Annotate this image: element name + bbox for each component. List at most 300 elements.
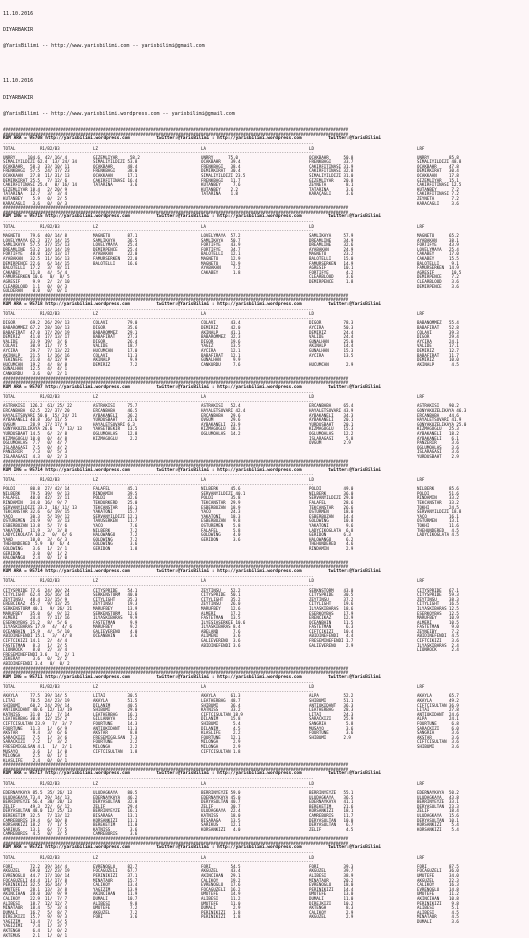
table-cell: YAKATONI 11.9 3/ 3/ 8	[3, 527, 68, 533]
table-cell: GUNALHAN 25.0	[309, 338, 354, 344]
table-cell: ASTRAKISI 75.7	[93, 403, 138, 409]
table-cell: DIGOR 29.4	[417, 334, 459, 340]
race-block	[3, 469, 526, 561]
table-cell: CIFTCIKIZI 3.6	[417, 638, 459, 644]
table-cell: CIFTCISULTAN 18.9	[201, 711, 243, 717]
table-cell: ALMERI 24.4 7/ 11/ 16	[3, 615, 70, 621]
table-cell: ILYESIASERKEE 10.6	[201, 619, 246, 625]
table-cell: POLDI 35.8	[201, 495, 241, 501]
table-cell: SHIBUMI 51.1	[309, 697, 354, 703]
table-cell: FAMURSERKEN 10.6 0/ 8/ 5	[3, 274, 70, 280]
table-cell: ESBERBOZAN 14.4	[309, 513, 354, 519]
table-cell: EVRENOGLU 18.0	[309, 882, 354, 888]
table-cell: LOVELYMAYA 25.4	[417, 246, 459, 252]
table-cell: ULUDAGKAYA 36.5	[309, 794, 354, 800]
table-cell: DILANIM 15.8	[201, 716, 241, 722]
table-cell: ULUDAGKAYA 80.5	[93, 790, 138, 796]
table-cell: TOTAL R1/B2/B3	[3, 477, 60, 483]
separator-line: ##########################################################################################################################################	[3, 205, 349, 211]
table-cell: SERVANYILDIZI 40.1	[201, 490, 246, 496]
dash-line: ------------------------------------------------------------------------------------------------------------------------------	[3, 306, 314, 312]
table-cell: CANKURDU 3.6 0/ 2/ 1	[3, 371, 68, 377]
table-cell: UMUTEFE 14.9	[201, 891, 241, 897]
table-cell: ILYASKIBARAS 9.9	[93, 615, 138, 621]
header-city-2: DIYARBAKIR	[3, 94, 34, 101]
table-cell: ASTRAKISI 52.4	[201, 403, 241, 409]
table-cell: OCEANBAIN 3.6	[93, 633, 138, 639]
race-blocks	[0, 128, 529, 938]
table-cell: AKAYLA 51.5	[93, 697, 138, 703]
table-cell: LZ	[93, 477, 98, 483]
table-cell: FASTETMAN 6.3	[309, 624, 354, 630]
table-cell: ILYASKIBARAS 8.4	[201, 624, 241, 630]
separator-line: ##########################################################################################################################################	[3, 564, 349, 570]
table-cell: ZELIF 29.4	[93, 803, 138, 809]
table-cell: BALOTELLI 9.1	[417, 260, 459, 266]
table-cell: LA	[201, 854, 206, 860]
table-cell: SAMLIKAYA 57.9	[309, 233, 354, 238]
table-cell: ZEYNEIBY 7.2	[417, 628, 459, 634]
table-cell: NILBERK 7.2	[93, 527, 138, 533]
table-cell: BABAFIRAT 12.1	[201, 352, 241, 358]
race-title: KUM ARA = 95721 http://yarisbilimi.wordpress.com twitter:@YarisBilimi : http://yarisbilimi.wordpress.com twitter:@YarisBilimi	[3, 845, 382, 851]
table-cell: MAGNETO 87.1	[93, 233, 138, 238]
table-cell: CAMREBORIS 11.7	[309, 813, 354, 819]
table-cell: PANZERIR 7.3 0/ 5/ 3	[3, 449, 68, 455]
table-cell: AKTEMUS 2.1 1/ 0/ 1	[3, 932, 68, 938]
table-cell: ISLARAGASI 3.6	[417, 449, 459, 455]
table-cell: DIGOR 19.6	[201, 338, 241, 344]
table-cell: CAKABEY 15.5	[417, 255, 459, 261]
table-cell: GIZEMLIYAR 18.4 2/ 20/ 9	[3, 186, 68, 192]
table-cell: DIGOR 69.2 26/ 29/ 13	[3, 320, 70, 326]
table-cell: AYABAKAN 24.9	[309, 246, 354, 252]
table-cell: AKSTAR 3.6	[417, 734, 459, 740]
table-cell: RINDAMIN 34.0 16/ 9/ 7	[3, 500, 68, 506]
table-cell: MUSAYO 3.6	[309, 725, 354, 731]
table-cell: DEMIRIZ 42.0	[201, 325, 241, 331]
table-cell: POLDI 32.6	[93, 495, 138, 501]
table-cell: ULUDAGKAYA 73.4 29/ 14/ 13	[3, 794, 70, 800]
dash-line: ------------------------------------------------------------------------------------------------------------------------------	[3, 472, 314, 478]
table-cell: LIONROCK 8.0 2/ 3/ 4	[3, 647, 68, 653]
table-cell: SERKENSTORM 40.1 9/ 26/ 21	[3, 605, 73, 611]
table-cell: HALOWANGO 6.2	[309, 536, 354, 542]
table-cell: LEATHERBAG 48.7	[201, 697, 241, 703]
table-cell: DIGOR 26.4	[93, 338, 138, 344]
table-cell: ZEYTINSU 48.4 23/ 15/ 9	[3, 596, 68, 602]
table-cell: BABAROMMEZ 32.3	[201, 334, 241, 340]
table-cell: AKINALP 41.1	[201, 329, 241, 335]
table-cell: DERYASULTAN 40.7	[201, 799, 241, 805]
table-cell: OCAKKAAN 17.1	[93, 173, 138, 179]
table-cell: UMUTEFE 11.0	[201, 900, 241, 906]
table-cell: CITYLIGHT 35.2	[201, 596, 241, 602]
table-cell: FORTIFYE 43.9	[417, 242, 459, 248]
table-cell: TOTAL R1/B2/B3	[3, 311, 60, 317]
table-cell: DERYASULTAN 10.1	[417, 817, 459, 823]
table-cell: YURDUSBAHT 14.5 6/ 2/ 8	[3, 430, 68, 436]
dash-line: ------------------------------------------------------------------------------------------------------------------------------	[3, 228, 314, 234]
table-cell: YAKATONI 9.6	[309, 523, 354, 529]
table-cell: FOURTUNE 6.8	[417, 720, 459, 726]
table-cell: HAYALETSUVARI 50.0 15/ 24/ 21	[3, 412, 77, 418]
table-cell: CAMREBORIS 4.5 0/ 3/ 5	[3, 831, 68, 837]
table-cell: CITYSPRIDE 67.1	[417, 587, 459, 593]
table-cell: LA	[201, 684, 206, 690]
table-cell: BABAFIRAT 47.0 17/ 20/ 19	[3, 329, 70, 335]
table-cell: TAVUSERKEN 11.7	[93, 518, 138, 524]
table-cell: ERCANBABA 29.6	[201, 412, 241, 418]
table-cell: FRESEMIGGLSAN 7.3	[93, 734, 138, 740]
table-cell: KATNISS 3.6	[93, 826, 138, 832]
table-cell: GALIEVERENO 3.6	[201, 638, 241, 644]
separator-line: ##########################################################################################################################################	[3, 297, 349, 303]
table-cell: OCEANBAIN 11.5	[309, 619, 354, 625]
race-title: KUM ARA = 95707 http://yarisbilimi.wordpress.com twitter:@YarisBilimi : http://yarisbilimi.wordpress.com twitter:@YarisBilimi	[3, 384, 382, 390]
table-cell: SAMLIKAYA 36.5	[93, 237, 138, 243]
table-cell: MINATAUR 15.7	[93, 877, 138, 883]
table-cell	[417, 556, 526, 561]
table-cell: DEMIRIZ 41.0 17/ 13/ 17	[3, 334, 70, 340]
separator-line: ##########################################################################################################################################	[3, 670, 349, 676]
table-row	[3, 934, 526, 938]
table-cell: LRF	[417, 311, 425, 317]
race-block	[3, 846, 526, 938]
table-cell: VALIDE 18.7	[93, 343, 138, 349]
table-cell: LITAI 30.5	[93, 693, 138, 699]
table-cell: LD	[309, 311, 314, 317]
table-cell: AKINCIHAN 11.9	[93, 891, 138, 897]
table-cell: BISARAGA 13.5	[201, 817, 241, 823]
table-cell: RINDAMIN 2.9	[309, 545, 354, 551]
table-cell: TATARINA 12.7 3/ 3/ 4	[3, 191, 68, 197]
table-cell: HUCUMCAN 19.2 4/ 8/ 8	[3, 361, 68, 367]
table-cell: SHIBUMI 5.4	[201, 720, 241, 726]
table-cell: LRF	[417, 145, 425, 151]
table-cell: ZEYNETA 8.1	[309, 182, 354, 188]
table-cell: FORTIFYE 34.7	[201, 246, 241, 252]
table-cell: UMUTEFE 7.2	[93, 905, 138, 911]
table-cell: BABAFIRAT 52.8	[417, 325, 459, 331]
table-cell: TATARINA 1.8	[201, 191, 238, 197]
table-cell: ABIDINEFENDI 15.1 3/ 4/ 8	[3, 633, 73, 639]
dash-line: ------------------------------------------------------------------------------------------------------------------------------	[3, 582, 314, 588]
table-cell: DEMIRIZ 24.4	[309, 329, 354, 335]
table-cell: DEMIRKIRAT 30.4	[417, 168, 459, 174]
table-cell: KARACAGLI 3.6	[417, 200, 459, 206]
table-cell: YAGIZIM 13.4 7/ 5/ 5	[3, 918, 68, 924]
table-cell: CAKIRFITINASI 7.2	[417, 191, 459, 197]
table-cell: ANTIOKIDANT 36.3	[309, 702, 354, 708]
table-cell: COLAVI 79.0	[93, 320, 138, 326]
race-title: KUM ARA = 95717 http://yarisbilimi.wordpress.com twitter:@YarisBilimi : http://yarisbilimi.wordpress.com twitter:@YarisBilimi	[3, 771, 382, 777]
table-cell: CIFTCISULTAN 1.8	[93, 748, 138, 754]
table-cell: BALOTELLI 15.0	[309, 255, 354, 261]
table-cell: OGLUMOALAS 12.8	[93, 430, 138, 436]
table-cell: UMUTEFE 11.2	[417, 891, 459, 897]
separator-line: ##########################################################################################################################################	[3, 762, 349, 768]
table-cell: ERCANBABA 62.5 22/ 37/ 20	[3, 407, 70, 413]
table-cell: LRF	[417, 223, 425, 229]
table-cell: TEKCANSTAR 29.9	[201, 500, 241, 506]
table-cell: CAKABEY 11.8 4/ 5/ 4	[3, 269, 68, 275]
table-cell: GOLDWING 3.6	[93, 541, 138, 547]
table-cell: AKGUZEL 22.3	[417, 877, 459, 883]
table-cell: AYCIRA 24.1	[417, 338, 459, 344]
table-cell: FASTETMAN 9.9	[93, 619, 138, 625]
table-cell: BALOTELLI 12.1	[201, 251, 241, 257]
table-cell: YAGIZIM 13.9	[93, 886, 138, 892]
table-cell: KUTANBEY 5.9 0/ 2/ 5	[3, 196, 68, 202]
table-cell: FRENKBAGI 33.7	[309, 159, 354, 165]
table-cell: AKTENGH 8.3	[309, 905, 354, 911]
table-cell: ZEYTINSU 37.2	[309, 596, 354, 602]
race-block	[3, 676, 526, 763]
race-block	[3, 772, 526, 837]
table-cell: FALAFEL 45.1	[93, 486, 138, 492]
table-cell: OCAKBAHR 58.3 33/ 10/ 11	[3, 163, 70, 169]
table-cell: SARIKUS 13.1 6/ 7/ 5	[3, 826, 68, 832]
table-cell: YAGIZ 13.5	[201, 343, 241, 349]
table-cell: LZ	[93, 145, 98, 151]
table-cell: LRF	[417, 684, 425, 690]
dash-line: ------------------------------------------------------------------------------------------------------------------------------	[3, 389, 314, 395]
table-cell: TATARINA 3.6	[93, 182, 138, 188]
race-block	[3, 303, 526, 377]
table-cell: CITYSPRIDE 50.1	[201, 592, 241, 598]
table-cell: DEMIRKIRAT 25.5 7/ 12/ 6	[3, 177, 68, 183]
separator-line: ##########################################################################################################################################	[3, 766, 349, 772]
table-cell: SERVANYILDIZI 33.2 16/ 11/ 13	[3, 504, 77, 510]
table-cell: SHIBUMI 3.6	[417, 743, 459, 749]
table-cell: CAMREBORIS 19.4 6/ 10/ 8	[3, 817, 68, 823]
table-cell: LA	[201, 477, 206, 483]
table-cell: TEKDURKERD 25.0	[93, 500, 138, 506]
table-cell	[417, 662, 526, 667]
table-cell: GOLDWING 10.8	[309, 518, 354, 524]
table-cell: TOKHI 11.6	[417, 523, 459, 529]
table-cell: KARACAGLI 3.6 0/ 0/ 3	[3, 200, 68, 206]
race-block	[3, 386, 526, 460]
table-cell: FOURTUNE 11.3 1/ 6/ 9	[3, 725, 68, 731]
table-cell: BEREKETIM 32.5 7/ 13/ 12	[3, 813, 70, 819]
table-cell: SIMALIYILDIZI 48.8	[417, 159, 462, 165]
table-cell: FAMURSERKEN 14.9	[417, 265, 459, 271]
table-cell: DEMIRIZ 7.2	[93, 361, 138, 367]
table-cell: OCAKBAHR 39.4	[201, 159, 241, 165]
table-cell: ESERKOYBAS 17.9	[309, 610, 354, 616]
table-cell: LD	[309, 145, 314, 151]
table-cell: LA	[201, 578, 206, 584]
table-cell: KIZMAGOGLU 18.3	[201, 426, 241, 432]
table-cell: KIZMAGOGLU 15.3	[309, 426, 354, 432]
table-cell: FORTIFYE 4.2	[309, 269, 354, 275]
table-cell: KORSANKIZI 11.1	[93, 817, 138, 823]
table-cell: MILONGA 2.9	[201, 743, 241, 749]
race-title: KUM ING = 95715 http://yarisbilimi.wordpress.com twitter:@YarisBilimi : http://yarisbilimi.wordpress.com twitter:@YarisBilimi	[3, 214, 382, 220]
table-cell: TOTAL R1/B2/B3	[3, 223, 60, 229]
table-cell: TOTAL R1/B2/B3	[3, 578, 60, 584]
table-cell: PANZERIR 3.6	[417, 440, 459, 446]
table-cell: FOURTUNE 12.1	[201, 734, 241, 740]
table-cell: SARACKIZI 7.5 1/ 3/ 6	[3, 734, 68, 740]
table-cell: MUSAYO 3.6 1/ 1/ 0	[3, 748, 68, 754]
table-cell: LD	[309, 223, 314, 229]
table-cell: AKAYLA 61.3	[201, 693, 241, 699]
table-cell: OSTUREMEN 24.9 9/ 3/ 13	[3, 518, 70, 524]
header-date: 11.10.2016	[3, 10, 34, 17]
table-cell: NILBERK 79.5 39/ 9/ 13	[3, 490, 70, 496]
race-block	[3, 137, 526, 206]
table-cell: YACO 16.1	[417, 513, 459, 519]
separator-line: ##########################################################################################################################################	[3, 209, 349, 215]
table-cell: SHIBUMI 2.9	[309, 734, 351, 740]
table-cell: EVRENOGLU 14.8	[417, 886, 459, 892]
table-cell: HALOWANGO 2.4 0/ 1/ 0	[3, 555, 68, 561]
table-cell: AKGUZEL 69.0 12/ 23/ 19	[3, 868, 70, 874]
table-cell: ABIDINEFENDI 3.4 0/ 0/ 2	[3, 661, 70, 667]
table-cell: DERYASULTAN 23.3	[417, 803, 459, 809]
table-cell: ZEYTINSU 38.3	[417, 596, 459, 602]
table-cell: AYBAKANELI 34.3	[309, 412, 354, 418]
table-cell: AKTENGH 6.4 1/ 0/ 2	[3, 928, 68, 934]
table-cell: SIMALIYILDIZI 53.8	[93, 159, 138, 165]
table-cell: TEKINEFE 21.0 4/ 12/ 9	[3, 357, 68, 363]
table-cell: CAKIRFITINASI 31.9	[309, 163, 354, 169]
table-cell: BALOTELLI 16.6	[93, 260, 138, 266]
table-cell: OSTURMEN 18.0	[309, 509, 354, 515]
table-cell: ALPA 52.2	[309, 693, 354, 699]
table-cell: UNRRY 85.8	[417, 154, 459, 160]
table-cell: TEKCANSTAR 16.1	[93, 504, 138, 510]
table-cell: GALIEVERENO 4.0	[93, 628, 138, 634]
table-cell: GOLDWING 3.6 1/ 2/ 1	[3, 545, 68, 551]
table-cell: GIZEMLIYAR 20.8	[309, 177, 354, 183]
separator-line: ##########################################################################################################################################	[3, 463, 349, 469]
table-cell: LZ	[93, 684, 98, 690]
table-cell: HUCUMCAN 2.9	[309, 361, 354, 367]
table-cell: GERIDON 3.6	[201, 536, 241, 542]
table-cell: DREAMLINE 34.9	[309, 237, 354, 243]
table-cell: KORSANKIZI 4.0	[201, 826, 241, 832]
table-cell: AKINCIHAN 28.0 10/ 9/ 9	[3, 891, 68, 897]
table-cell: DREAMLINE 32.6	[309, 242, 354, 248]
table-cell: FRENKBAGI 38.4	[201, 163, 241, 169]
table-cell: DUMALI 10.7	[93, 895, 138, 901]
table-cell: LITAI 27.8	[417, 707, 459, 713]
table-cell: YURDUSBAHT 21.6	[93, 417, 138, 423]
table-cell: SIMALIYILDIZI 23.5	[201, 173, 246, 179]
table-cell: CIFTCISULTAN 36.9	[417, 702, 459, 708]
table-cell: CAKABEY 17.0	[417, 251, 459, 257]
table-cell: ESERKOYBAS 12.5	[417, 610, 459, 616]
table-cell: KATNISS 31.0 11/ 7/ 14	[3, 711, 70, 717]
table-cell: COLAVI 30.9 11/ 7/ 5	[3, 343, 68, 349]
separator-line: ##########################################################################################################################################	[3, 126, 349, 132]
table-cell	[417, 289, 526, 294]
table-cell: AYCIRA 50.3	[309, 325, 354, 331]
table-cell: OVGUM 29.6	[201, 417, 241, 423]
table-cell: BERRINYEYZE 59.0	[201, 790, 241, 796]
table-cell: OCAKBAHR 50.8	[309, 154, 354, 160]
table-cell: LADYCIKOGLATA 6.8	[309, 527, 354, 533]
table-cell: TOTAL R1/B2/B3	[3, 684, 60, 690]
table-cell: FASTETMAN 9.0	[417, 624, 459, 630]
table-cell: FRESEMINEFENDI 1.7	[309, 638, 354, 644]
table-cell: KARAÇAGLI 3.6	[309, 191, 354, 197]
table-cell: OCEANBAIN 15.9 4/ 5/ 10	[3, 628, 70, 634]
table-cell: MINATAUR 20.2	[309, 877, 354, 883]
table-cell: CAKABEY 1.8	[201, 269, 241, 275]
table-cell: UNRRY 104.6 42/ 16/ 4	[3, 154, 68, 160]
table-cell: CAKIRFITINASI 12.5	[417, 182, 462, 188]
table-cell: AYCIRA 13.5	[309, 352, 354, 358]
table-cell: GULDERAN 0.0 0/ 0/ 1	[3, 288, 68, 294]
table-cell: DIGOR 35.6	[93, 325, 138, 331]
table-cell: AYBAKANELI 6.1	[417, 435, 459, 441]
table-cell: CAKIRFITINASI 25.4 0/ 16/ 14	[3, 182, 77, 188]
table-cell: LITAI 24.3	[309, 711, 354, 717]
table-cell: FAMURSERKEN 14.9	[309, 260, 354, 266]
table-cell: GERIDON 6.3	[309, 532, 351, 538]
table-cell: ALMERI 17.2	[201, 610, 241, 616]
separator-line: ##########################################################################################################################################	[3, 836, 349, 841]
table-cell: ZEYNETA 7.2	[417, 196, 459, 202]
table-cell: TOTAL R1/B2/B3	[3, 780, 60, 786]
table-cell: ABIDINEFENDI 3.6	[201, 642, 241, 648]
separator-line: ##########################################################################################################################################	[3, 292, 349, 298]
table-cell: ABIDINEFENDI 4.5	[417, 633, 459, 639]
table-cell: KUTANBEY 7.6	[201, 182, 241, 188]
race-title: KUM ARA = 95718 http://yarisbilimi.wordpress.com twitter:@YarisBilimi : http://yarisbilimi.wordpress.com twitter:@YarisBilimi	[3, 301, 382, 307]
table-cell: CIFTCIKIZI 14.1 2/ 4/ 4	[3, 638, 68, 644]
dash-line: ------------------------------------------------------------------------------------------------------------------------------	[3, 679, 314, 685]
table-cell	[417, 934, 526, 938]
race-title: KUM ING = 95714 http://yarisbilimi.wordpress.com twitter:@YarisBilimi : http://yarisbilimi.wordpress.com twitter:@YarisBilimi	[3, 467, 382, 473]
table-cell: DERYASULTAN 6.7	[309, 822, 354, 828]
table-cell: CLEARBLOOD 3.6	[309, 274, 354, 280]
table-cell: MILONGA 2.5 0/ 1/ 1	[3, 753, 68, 759]
table-cell: GUNALHAN 9.9	[201, 357, 241, 363]
table-cell: DERYASULTAN 10.0	[309, 817, 354, 823]
table-cell: CITYSPRIDE 59.3	[417, 592, 459, 598]
table-cell: PERINIKIZI 9.8	[417, 900, 459, 906]
table-cell: LD	[309, 780, 314, 786]
table-cell: YAHSETBEKIR 13.5	[93, 426, 138, 432]
table-cell: BABANOMMEZ 55.4	[417, 320, 459, 326]
table-cell: ERCANBABA 65.4	[309, 403, 354, 409]
table-cell: OGLUMOALAS 12.2	[309, 430, 354, 436]
dash-line: ------------------------------------------------------------------------------------------------------------------------------	[3, 315, 314, 321]
table-cell	[417, 832, 526, 837]
race-block	[3, 570, 526, 667]
table-cell: MARUFBEY 10.9	[417, 615, 459, 621]
table-cell: ZELIF 30.7	[201, 803, 241, 809]
table-cell: AKGUZEL 7.2	[93, 909, 138, 915]
race-title: KUM ARA = 95708 http://yarisbilimi.wordpress.com twitter:@YarisBilimi : http://yarisbilimi.wordpress.com twitter:@YarisBilimi	[3, 136, 382, 142]
table-cell: ANTIOKIDANT 11.3	[93, 725, 138, 731]
separator-line: ##########################################################################################################################################	[3, 559, 349, 565]
table-cell: FOCAGUZELI 36.0	[417, 868, 459, 874]
dash-line: ------------------------------------------------------------------------------------------------------------------------------	[3, 785, 314, 791]
table-cell: SAMLIKAYA 50.7	[201, 237, 241, 243]
table-cell: TOKHI 24.5	[417, 504, 459, 510]
table-cell: COLAVI 11.3	[93, 352, 138, 358]
table-cell: ULUDAGKAYA 22.4	[201, 808, 241, 814]
table-cell: ALIBESI 5.1	[417, 905, 459, 911]
table-cell: BERRINYEYZE 55.1	[309, 790, 354, 796]
